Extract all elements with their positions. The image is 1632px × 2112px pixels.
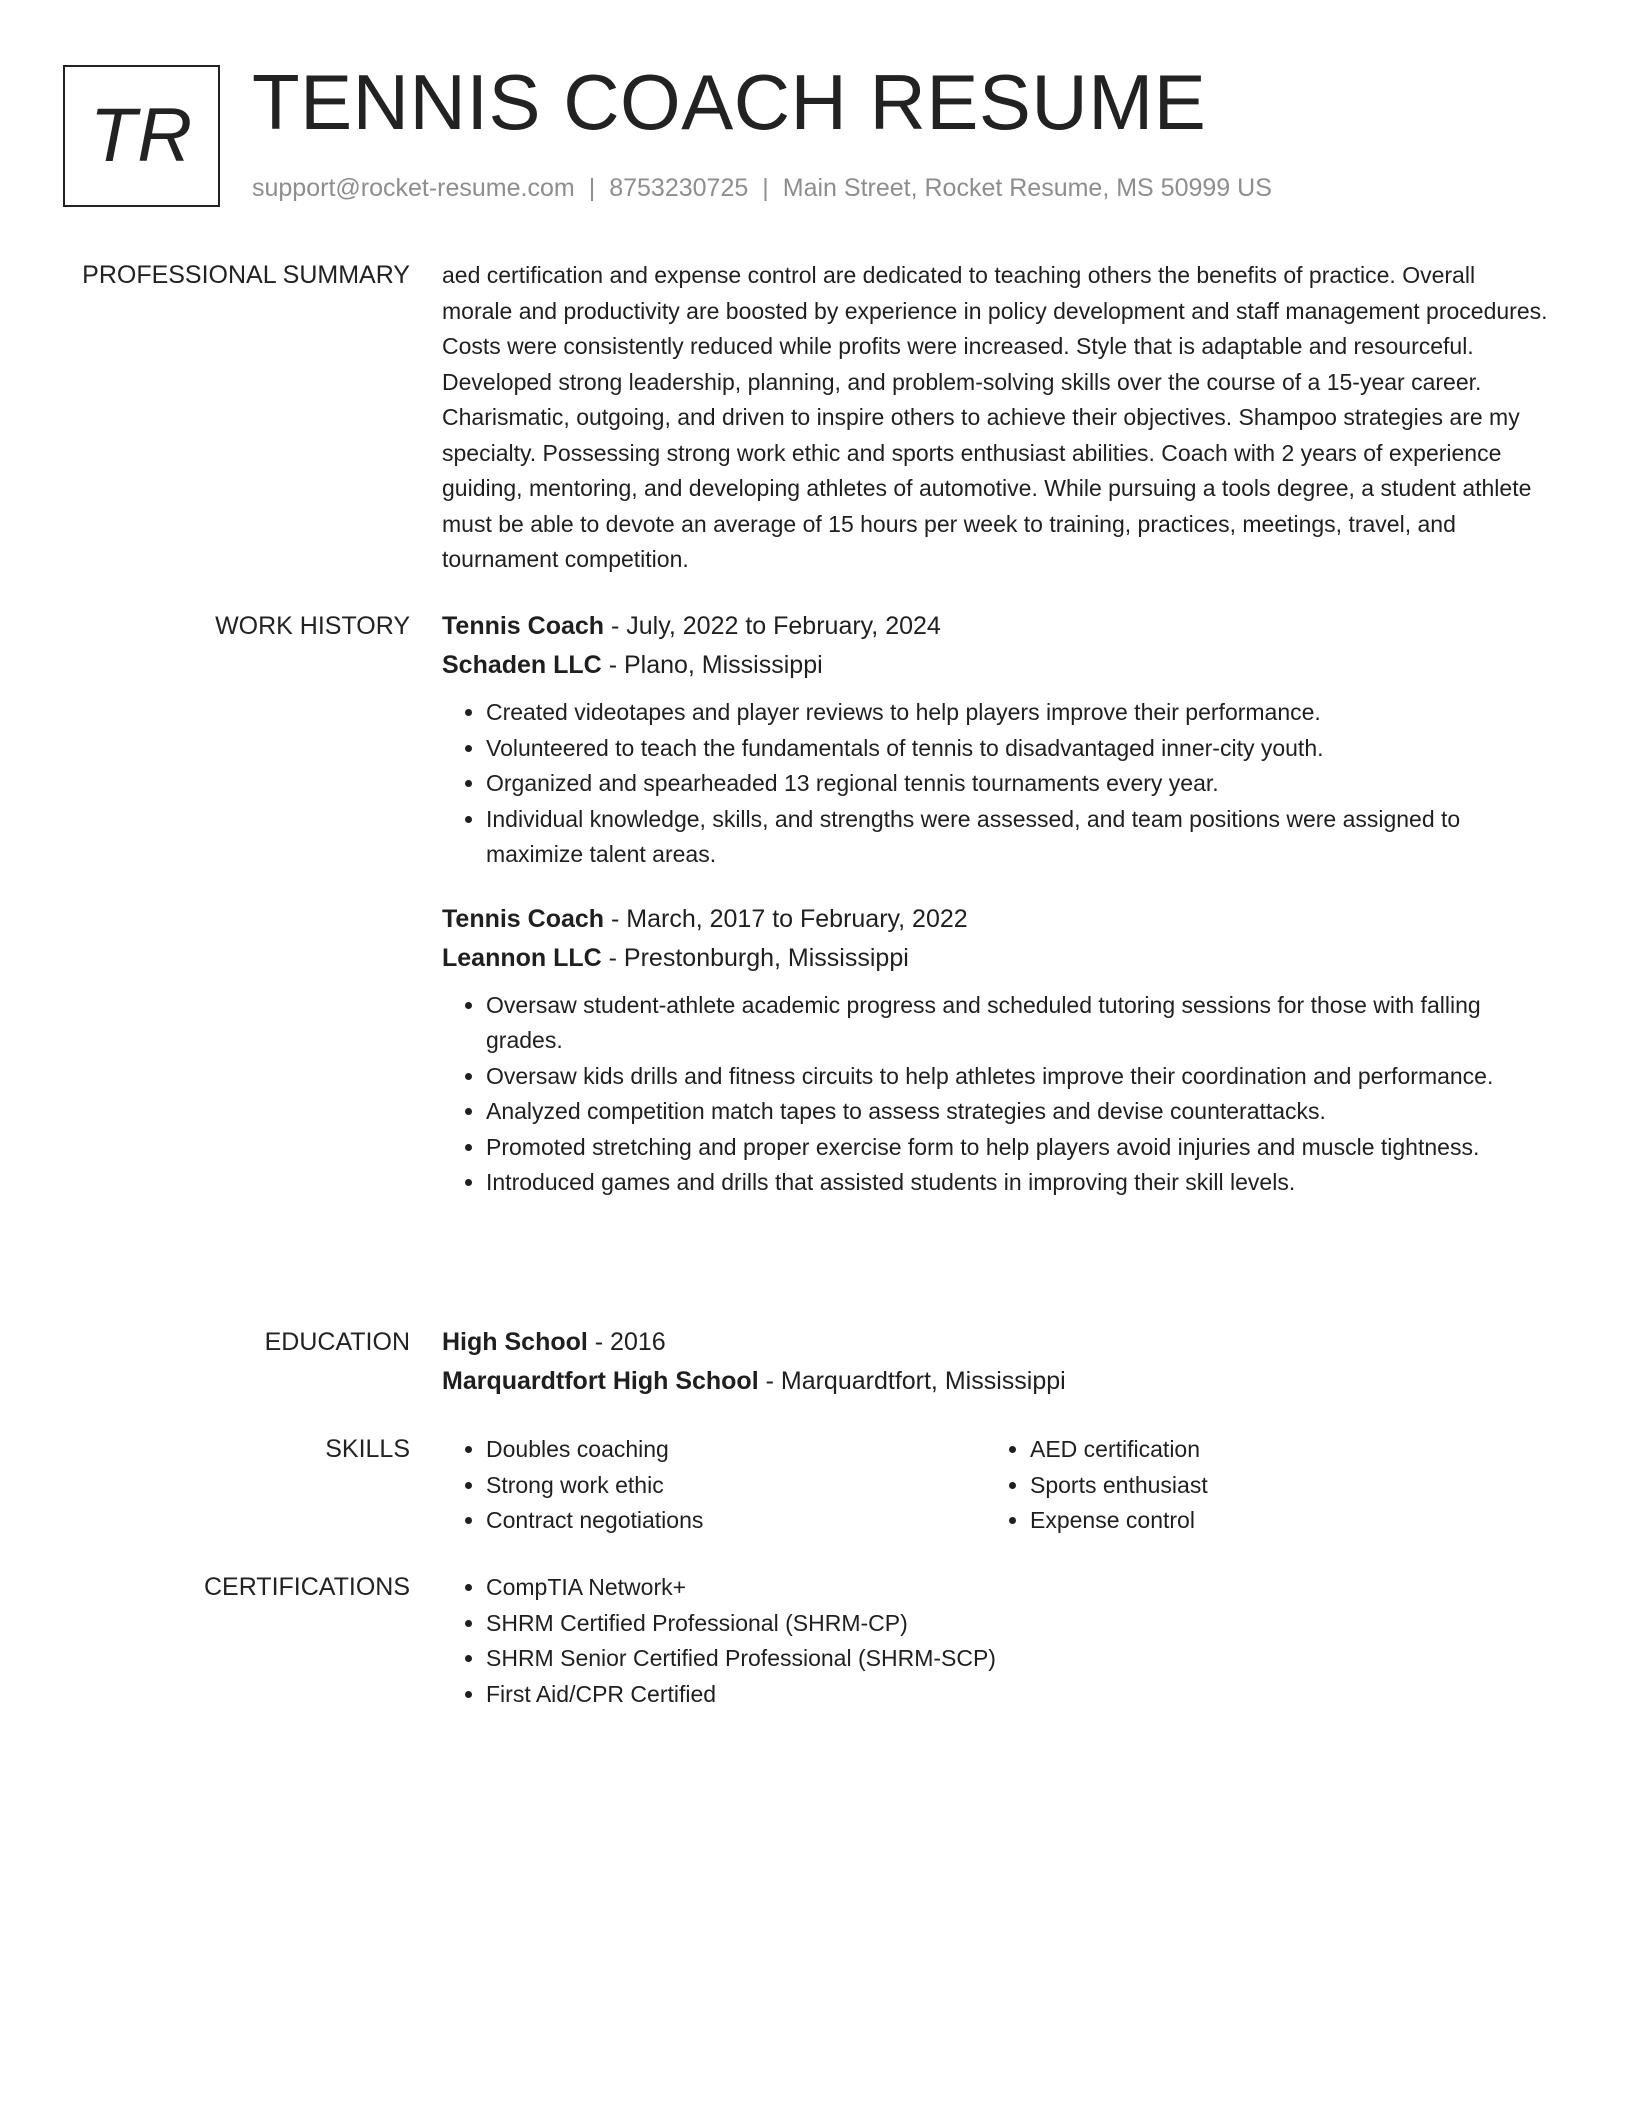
job-bullet: • Introduced games and drills that assisted students in improving their skill levels. [486, 1165, 1550, 1201]
job-location: - Prestonburgh, Mississippi [601, 943, 909, 972]
work-body [442, 607, 1550, 1201]
skill-item: • Expense control [1030, 1503, 1530, 1539]
certifications-body [442, 1570, 1550, 1712]
education-location: - Marquardtfort, Mississippi [758, 1367, 1066, 1395]
job-bullet: • Organized and spearheaded 13 regional tennis tournaments every year. [486, 766, 1550, 802]
contact-separator: | [588, 174, 596, 202]
job-company: Schaden LLC [442, 651, 602, 679]
job-bullet: • Oversaw student-athlete academic progress and scheduled tutoring sessions for those with falling grades. [486, 988, 1550, 1059]
certification-item: • CompTIA Network+ [486, 1570, 1550, 1606]
education-degree-line [442, 1323, 1550, 1362]
education-school-line [442, 1362, 1550, 1401]
skills-body [442, 1432, 1550, 1539]
job-company-line [442, 939, 1550, 978]
section-label-education: EDUCATION [264, 1328, 410, 1356]
skills-grid [442, 1432, 1550, 1539]
skill-item: • Sports enthusiast [1030, 1468, 1530, 1504]
skills-column-right [986, 1432, 1530, 1539]
skill-item: • Contract negotiations [486, 1503, 986, 1539]
education-school: Marquardtfort High School [442, 1367, 759, 1395]
job-location: - Plano, Mississippi [601, 651, 823, 679]
job-bullet: • Oversaw kids drills and fitness circuits to help athletes improve their coordination and performance. [486, 1059, 1550, 1095]
job-title: Tennis Coach [442, 904, 605, 933]
job-dates: - March, 2017 to February, 2022 [604, 904, 968, 933]
certification-item: • SHRM Certified Professional (SHRM-CP) [486, 1606, 1550, 1642]
resume-title: TENNIS COACH RESUME [252, 58, 1207, 146]
section-label-summary: PROFESSIONAL SUMMARY [82, 261, 410, 289]
job-entry [442, 900, 1550, 1201]
monogram-initials: TR [89, 93, 194, 178]
skill-item: • Doubles coaching [486, 1432, 986, 1468]
job-title: Tennis Coach [442, 612, 605, 640]
certification-item: • First Aid/CPR Certified [486, 1677, 1550, 1713]
skills-list-right [986, 1432, 1530, 1539]
contact-line [252, 172, 1272, 204]
job-company: Leannon LLC [442, 943, 602, 972]
summary-text: aed certification and expense control are dedicated to teaching others the benefits of practice. Overall morale and productivity are boosted by experience in policy development and staff management procedures. Costs were consistently reduced while profits were increased. Style that is adaptable and resourceful. Developed strong leadership, planning, and problem-solving skills over the course of a 15-year career. Charismatic, outgoing, and driven to inspire others to achieve their objectives. Shampoo strategies are my specialty. Possessing strong work ethic and sports enthusiast abilities. Coach with 2 years of experience guiding, mentoring, and developing athletes of automotive. While pursuing a tools degree, a student athlete must be able to devote an average of 15 hours per week to training, practices, meetings, travel, and tournament competition. [442, 262, 1548, 572]
certifications-list [442, 1570, 1550, 1712]
job-dates: - July, 2022 to February, 2024 [604, 612, 941, 640]
education-body [442, 1323, 1550, 1401]
monogram-box [63, 65, 220, 207]
skills-column-left [442, 1432, 986, 1539]
skills-list-left [442, 1432, 986, 1539]
skill-item: • AED certification [1030, 1432, 1530, 1468]
summary-body [442, 258, 1550, 578]
contact-phone: 8753230725 [609, 174, 749, 202]
job-bullet: • Individual knowledge, skills, and strengths were assessed, and team positions were assigned to maximize talent areas. [486, 802, 1550, 873]
job-bullets [442, 988, 1550, 1201]
job-company-line [442, 646, 1550, 685]
contact-separator: | [762, 174, 769, 202]
contact-email: support@rocket-resume.com [252, 174, 575, 202]
job-entry [442, 607, 1550, 873]
job-bullet: • Promoted stretching and proper exercise form to help players avoid injuries and muscle tightness. [486, 1130, 1550, 1166]
certifications-column [442, 1570, 1550, 1712]
section-label-skills: SKILLS [325, 1435, 410, 1463]
job-bullet: • Volunteered to teach the fundamentals of tennis to disadvantaged inner-city youth. [486, 731, 1550, 767]
job-title-line [442, 607, 1550, 646]
education-year: - 2016 [587, 1328, 666, 1356]
certification-item: • SHRM Senior Certified Professional (SHRM-SCP) [486, 1641, 1550, 1677]
job-bullet: • Analyzed competition match tapes to assess strategies and devise counterattacks. [486, 1094, 1550, 1130]
contact-address: Main Street, Rocket Resume, MS 50999 US [782, 174, 1272, 202]
job-bullets [442, 695, 1550, 873]
job-title-line [442, 900, 1550, 939]
skill-item: • Strong work ethic [486, 1468, 986, 1504]
job-bullet: • Created videotapes and player reviews to help players improve their performance. [486, 695, 1550, 731]
section-label-certifications: CERTIFICATIONS [203, 1573, 410, 1601]
section-label-work: WORK HISTORY [215, 612, 410, 640]
education-degree: High School [442, 1328, 588, 1356]
